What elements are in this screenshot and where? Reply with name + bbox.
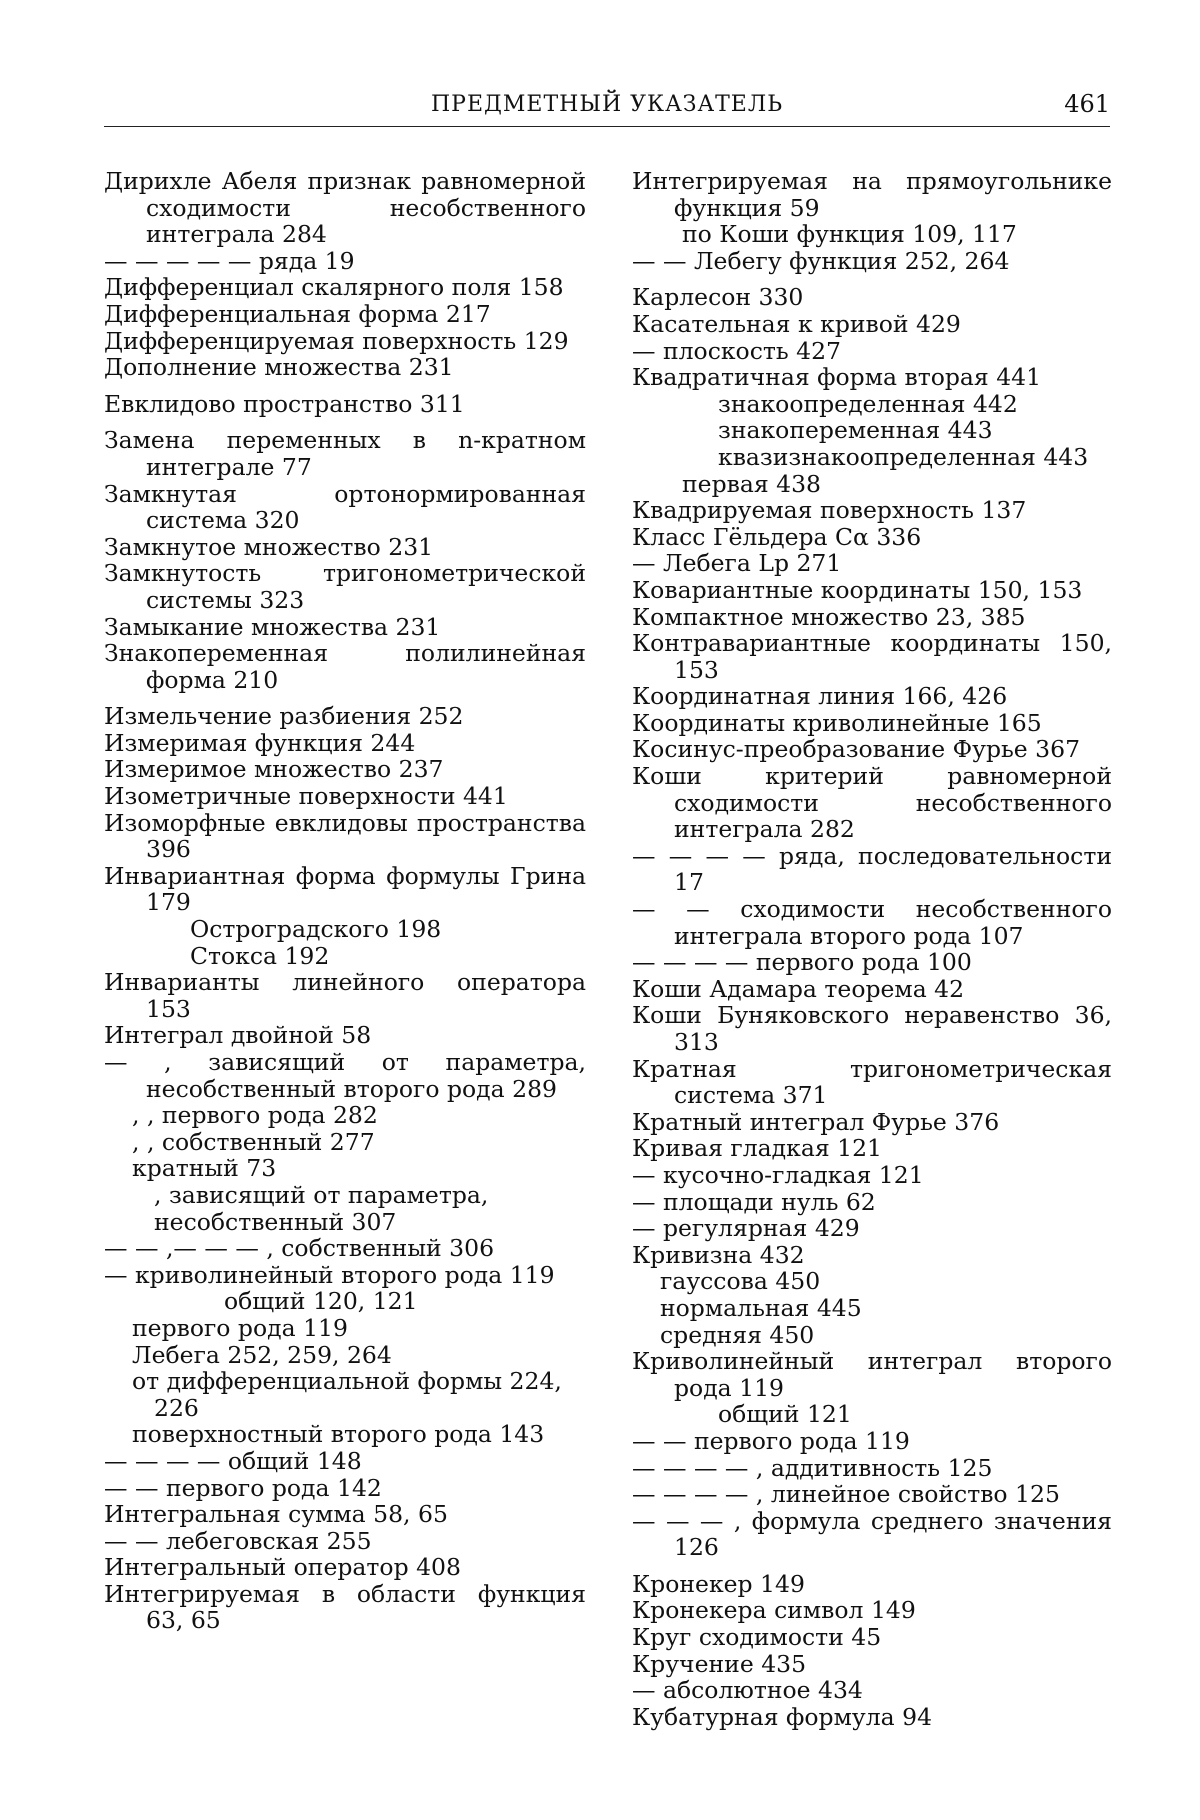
index-entry: Координатная линия 166, 426 [632,682,1008,711]
index-entry: средняя 450 [660,1320,815,1349]
index-entry: , зависящий от параметра, несобственный 307 [154,1180,489,1236]
index-entry: — — — — , линейное свойство 125 [632,1480,1060,1509]
page-number: 461 [1064,90,1110,118]
index-entry: Изоморфные евклидовы пространства 396 [104,808,586,864]
index-entry: Кручение 435 [632,1649,807,1678]
index-entry: — — первого рода 119 [632,1426,910,1455]
index-entry: Изометричные поверхности 441 [104,782,508,811]
index-entry: гауссова 450 [660,1267,821,1296]
index-entry: первая 438 [682,469,822,498]
index-entry: Дополнение множества 231 [104,353,454,382]
index-entry: Карлесон 330 [632,283,804,312]
page-header [104,86,1110,127]
running-title: ПРЕДМЕТНЫЙ УКАЗАТЕЛЬ [430,92,784,117]
index-entry: Инвариантная форма формулы Грина 179 [104,861,586,917]
index-entry: Лебега 252, 259, 264 [132,1340,392,1369]
index-entry: Замыкание множества 231 [104,612,441,641]
index-entry: Интегральный оператор 408 [104,1553,461,1582]
index-entry: Круг сходимости 45 [632,1623,882,1652]
index-entry: Замкнутая ортонормированная система 320 [104,479,586,535]
index-entry: Кронекер 149 [632,1569,805,1598]
index-entry: знакопеременная 443 [718,416,993,445]
index-entry: Интегральная сумма 58, 65 [104,1500,448,1529]
index-entry: Кубатурная формула 94 [632,1702,933,1731]
index-entry: 226 [154,1393,199,1422]
index-entry: Интегрируемая в области функция 63, 65 [104,1579,586,1635]
index-entry: — абсолютное 434 [632,1676,863,1705]
index-entry: нормальная 445 [660,1293,862,1322]
index-entry: Дифференциальная форма 217 [104,299,491,328]
index-entry: Кронекера символ 149 [632,1596,916,1625]
index-entry: — — первого рода 142 [104,1473,382,1502]
index-entry: — — сходимости несобственного интеграла второго рода 107 [632,895,1112,950]
index-entry: — — — , формула среднего значения 126 [632,1506,1112,1562]
index-entry: знакоопределенная 442 [718,389,1018,418]
index-entry: общий 121 [718,1400,852,1429]
index-entry: Замкнутость тригонометрической системы 323 [104,559,586,614]
index-entry: Стокса 192 [190,941,330,970]
index-entry: Координаты криволинейные 165 [632,708,1042,737]
index-entry: — — — — , аддитивность 125 [632,1453,993,1482]
index-entry: — — — — первого рода 100 [632,948,972,977]
index-entry: Кривизна 432 [632,1240,805,1269]
index-entry: — — Лебегу функция 252, 264 [632,246,1010,275]
index-entry: Замкнутое множество 231 [104,532,434,561]
index-entry: — криволинейный второго рода 119 [104,1260,555,1289]
index-entry: — — ,— — — , собственный 306 [104,1234,495,1263]
index-entry: — — лебеговская 255 [104,1526,372,1555]
index-entry: Косинус-преобразование Фурье 367 [632,735,1081,764]
index-entry: общий 120, 121 [224,1287,418,1316]
index-entry: Коши критерий равномерной сходимости несобственного интеграла 282 [632,762,1112,844]
index-entry: Дирихле Абеля признак равномерной сходимости несобственного интеграла 284 [104,167,586,249]
index-entry: Ковариантные координаты 150, 153 [632,575,1083,604]
index-entry: Инварианты линейного оператора 153 [104,968,586,1023]
index-entry: Замена переменных в n-кратном интеграле 77 [104,426,586,481]
index-entry: первого рода 119 [132,1313,348,1342]
index-entry: — кусочно-гладкая 121 [632,1160,924,1189]
index-entry: Знакопеременная полилинейная форма 210 [104,639,586,694]
index-entry: квазизнакоопределенная 443 [718,442,1089,471]
index-entry: Касательная к кривой 429 [632,309,961,338]
index-entry: Дифференциал скалярного поля 158 [104,273,564,302]
index-entry: Квадрируемая поверхность 137 [632,496,1027,525]
index-entry: поверхностный второго рода 143 [132,1420,545,1449]
index-entry: Интегрируемая на прямоугольнике функция 59 [632,167,1112,222]
index-entry: — плоскость 427 [632,336,841,365]
index-entry: Дифференцируемая поверхность 129 [104,326,569,355]
index-entry: кратный 73 [132,1154,277,1183]
index-entry: Измельчение разбиения 252 [104,702,464,731]
index-entry: — — — — — ряда 19 [104,246,355,275]
index-entry: — площади нуль 62 [632,1187,876,1216]
index-entry: Остроградского 198 [190,915,442,944]
index-entry: — — — — ряда, последовательности 17 [632,841,1112,897]
index-entry: от дифференциальной формы 224, [132,1367,562,1396]
index-column-right [632,168,1112,1730]
index-entry: Измеримая функция 244 [104,728,416,757]
index-entry: — Лебега Lp 271 [632,549,842,578]
index-entry: Измеримое множество 237 [104,755,444,784]
index-entry: Класс Гёльдера Cα 336 [632,522,922,551]
index-entry: — — — — общий 148 [104,1446,362,1475]
index-entry: Кривая гладкая 121 [632,1134,882,1163]
index-entry: Коши Буняковского неравенство 36, 313 [632,1001,1112,1056]
index-entry: Кратный интеграл Фурье 376 [632,1107,1000,1136]
index-entry: Криволинейный интеграл второго рода 119 [632,1347,1112,1402]
index-entry: Квадратичная форма вторая 441 [632,363,1042,392]
index-entry: Контравариантные координаты 150, 153 [632,629,1112,684]
index-entry: Интеграл двойной 58 [104,1021,372,1050]
index-entry: Компактное множество 23, 385 [632,602,1026,631]
index-column-left [104,168,586,1634]
index-entry: , , первого рода 282 [132,1101,378,1130]
index-entry: по Коши функция 109, 117 [682,220,1017,249]
index-entry: , , собственный 277 [132,1127,375,1156]
index-entry: Кратная тригонометрическая система 371 [632,1054,1112,1110]
index-entry: — , зависящий от параметра, несобственный второго рода 289 [104,1048,586,1103]
index-entry: Коши Адамара теорема 42 [632,974,965,1003]
index-entry: Евклидово пространство 311 [104,389,465,418]
index-entry: — регулярная 429 [632,1214,860,1243]
